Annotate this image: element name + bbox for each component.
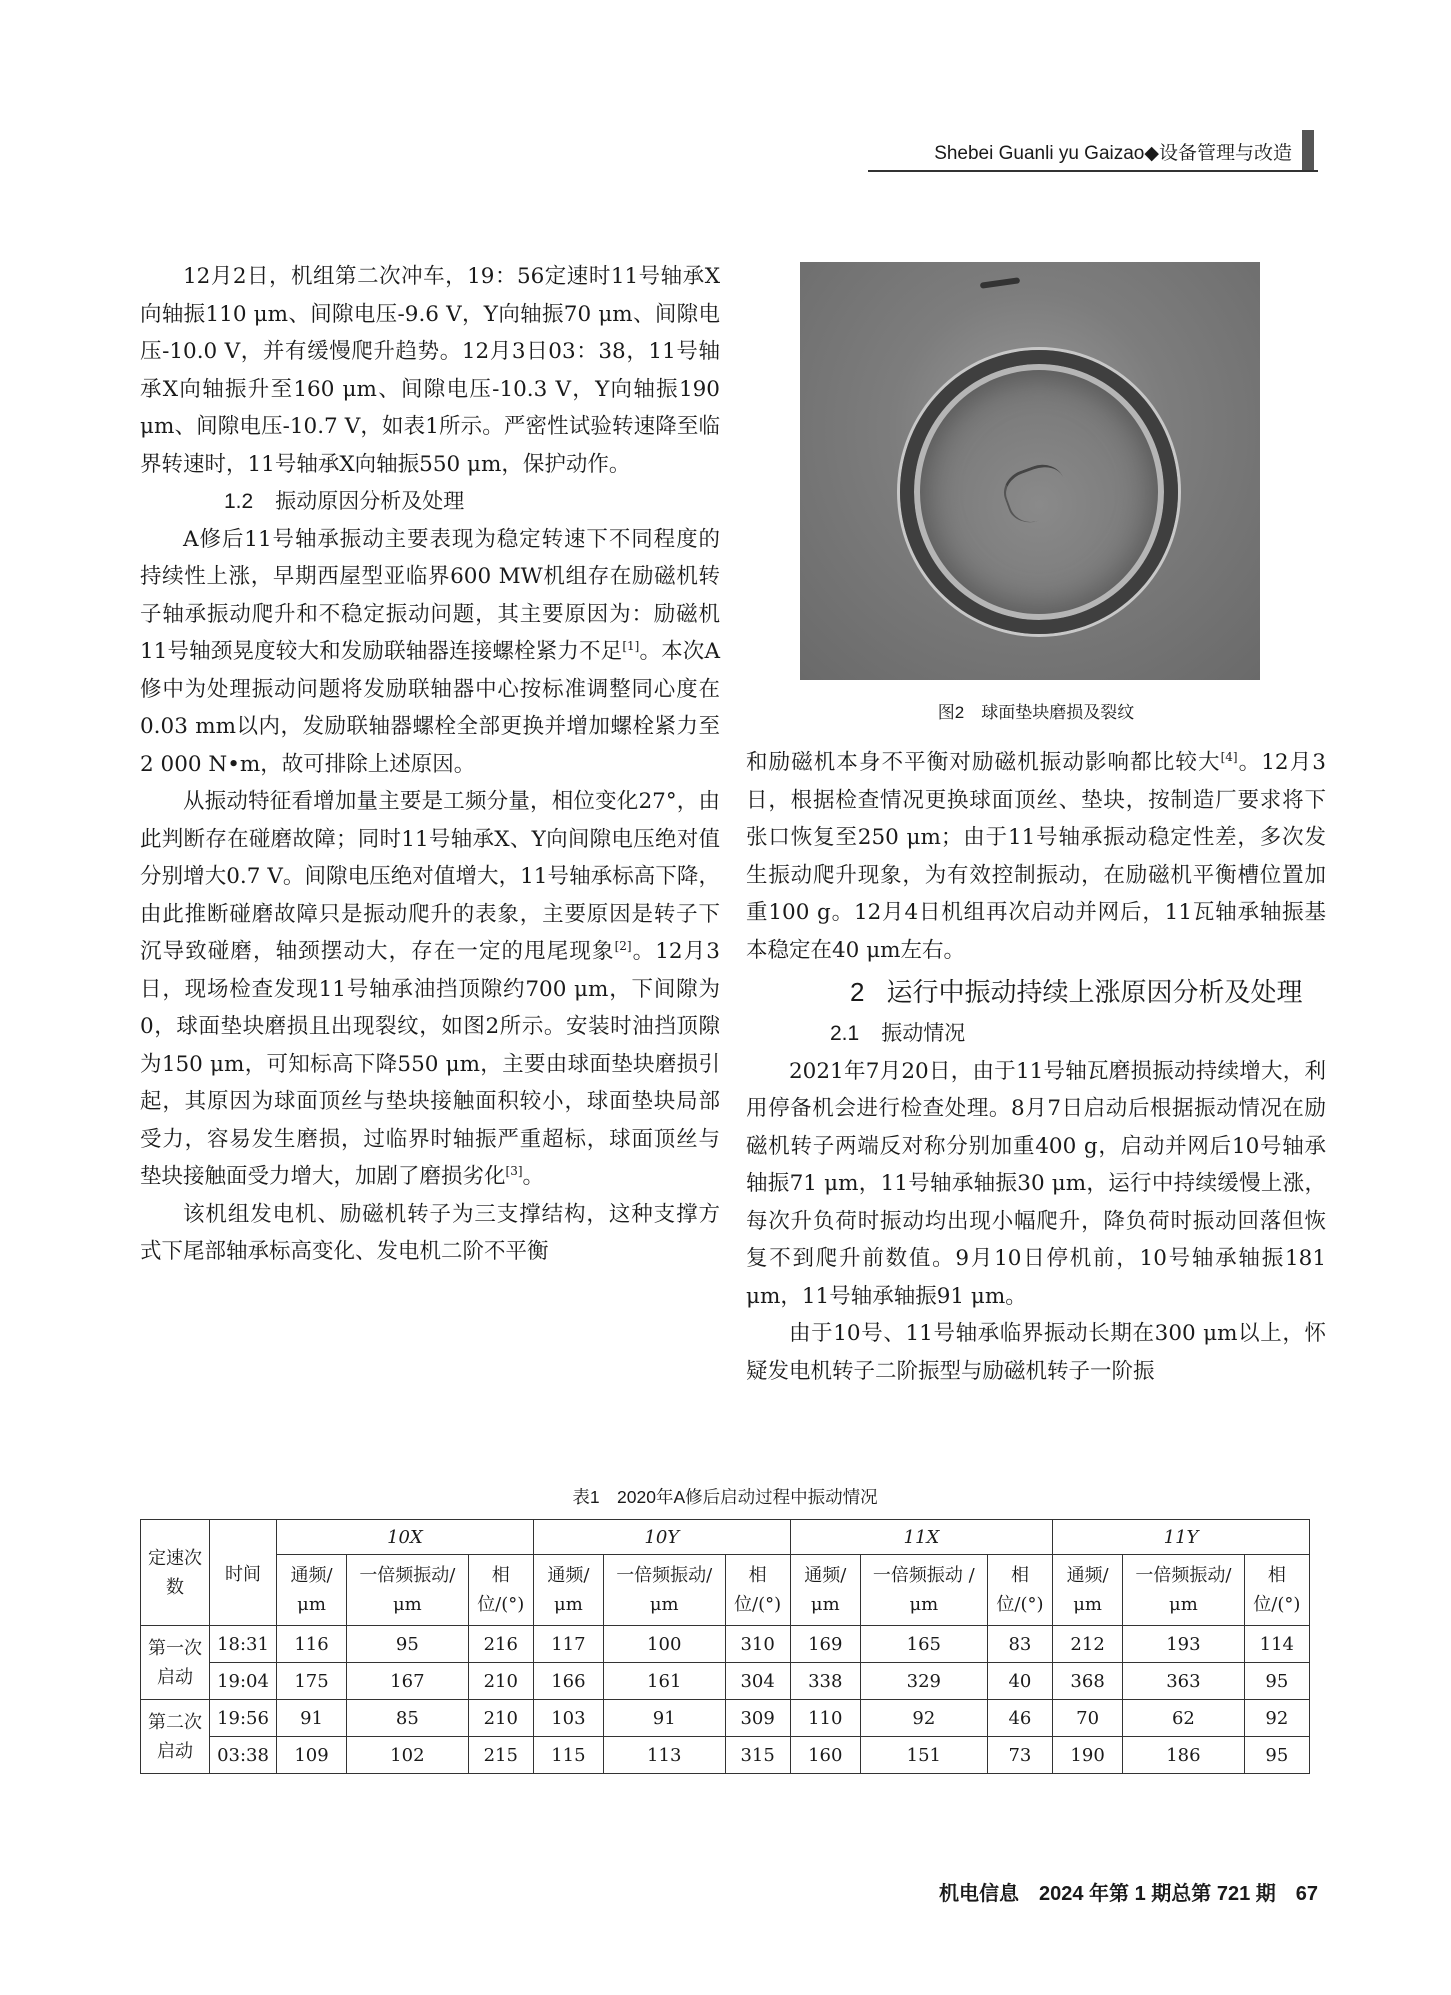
section-title: 运行中振动持续上涨原因分析及处理	[886, 977, 1303, 1007]
figure-caption: 图2 球面垫块磨损及裂纹	[937, 703, 1135, 722]
sub-header: 相位/(°)	[1244, 1555, 1309, 1626]
running-title: Shebei Guanli yu Gaizao◆设备管理与改造	[934, 143, 1292, 164]
table-cell: 151	[860, 1737, 987, 1774]
table-row	[141, 1626, 1310, 1663]
table-cell: 363	[1123, 1663, 1245, 1700]
table-cell: 19:56	[210, 1700, 277, 1737]
table-cell: 70	[1053, 1700, 1123, 1737]
section-number: 2	[850, 977, 865, 1007]
table-cell: 117	[533, 1626, 603, 1663]
table-cell: 190	[1053, 1737, 1123, 1774]
header-bar	[1302, 130, 1314, 170]
header-cell: 定速次数	[141, 1520, 210, 1626]
text-run: 和励磁机本身不平衡对励磁机振动影响都比较大	[746, 750, 1221, 775]
page-footer: 机电信息 2024 年第 1 期总第 721 期 67	[938, 1883, 1318, 1905]
paragraph	[746, 744, 1326, 969]
table-cell: 95	[1244, 1663, 1309, 1700]
text-run: 。本次A修中为处理振动问题将发励联轴器中心按标准调整同心度在0.03 mm以内，发励联轴器螺栓全部更换并增加螺栓紧力至2 000 N•m，故可排除上述原因。	[140, 639, 720, 777]
sub-header: 一倍频振动/μm	[347, 1555, 469, 1626]
photo-mark	[980, 277, 1020, 289]
table-cell: 73	[987, 1737, 1052, 1774]
paragraph: 2021年7月20日，由于11号轴瓦磨损振动持续增大，利用停备机会进行检查处理。8月7日启动后根据振动情况在励磁机转子两端反对称分别加重400 g，启动并网后10号轴承轴振71 μm，11号轴承轴振30 μm，运行中持续缓慢上涨，每次升负荷时振动均出现小幅爬升，降负荷时振动回落但恢复不到爬升前数值。9月10日停机前，10号轴承轴振181 μm，11号轴承轴振91 μm。	[746, 1058, 1326, 1309]
paragraph	[140, 783, 720, 1196]
section-title: 振动原因分析及处理	[275, 490, 465, 513]
table-cell: 165	[860, 1626, 987, 1663]
table-cell: 91	[603, 1700, 725, 1737]
section-heading-2-1	[746, 1015, 1326, 1053]
sub-header: 通频/μm	[790, 1555, 860, 1626]
table-cell: 169	[790, 1626, 860, 1663]
table-cell: 309	[725, 1700, 790, 1737]
text-run: 。12月3日，现场检查发现11号轴承油挡顶隙约700 μm，下间隙为0，球面垫块磨损且出现裂纹，如图2所示。安装时油挡顶隙为150 μm，可知标高下降550 μm，主要由球面垫块磨损引起，其原因为球面顶丝与垫块接触面积较小，球面垫块局部受力，容易发生磨损，过临界时轴振严重超标，球面顶丝与垫块接触面受力增大，加剧了磨损劣化	[140, 939, 720, 1189]
table-cell: 186	[1123, 1737, 1245, 1774]
table-cell: 95	[1244, 1737, 1309, 1774]
group-header: 11Y	[1053, 1520, 1310, 1555]
left-column	[140, 258, 720, 1271]
right-column	[746, 744, 1326, 1390]
table-cell: 193	[1123, 1626, 1245, 1663]
row-group-label: 第一次启动	[141, 1626, 210, 1700]
sub-header: 相位/(°)	[468, 1555, 533, 1626]
citation[interactable]: [1]	[622, 638, 640, 653]
table-cell: 210	[468, 1700, 533, 1737]
table-cell: 160	[790, 1737, 860, 1774]
table-cell: 338	[790, 1663, 860, 1700]
table-cell: 113	[603, 1737, 725, 1774]
sub-header: 通频/μm	[277, 1555, 347, 1626]
table-cell: 215	[468, 1737, 533, 1774]
table-cell: 19:04	[210, 1663, 277, 1700]
table-title: 表1 2020年A修后启动过程中振动情况	[572, 1487, 878, 1507]
paragraph	[140, 521, 720, 784]
text-run: 。12月3日，根据检查情况更换球面顶丝、垫块，按制造厂要求将下张口恢复至250 μm；由于11号轴承振动稳定性差，多次发生振动爬升现象，为有效控制振动，在励磁机平衡槽位置加重100 g。12月4日机组再次启动并网后，11瓦轴承轴振基本稳定在40 μm左右。	[746, 750, 1326, 963]
running-header	[868, 130, 1318, 172]
group-header: 11X	[790, 1520, 1052, 1555]
row-group-label: 第二次启动	[141, 1700, 210, 1774]
table-cell: 175	[277, 1663, 347, 1700]
table-cell: 62	[1123, 1700, 1245, 1737]
paragraph: 12月2日，机组第二次冲车，19：56定速时11号轴承X向轴振110 μm、间隙电压-9.6 V，Y向轴振70 μm、间隙电压-10.0 V，并有缓慢爬升趋势。12月3日03：38，11号轴承X向轴振升至160 μm、间隙电压-10.3 V，Y向轴振190 μm、间隙电压-10.7 V，如表1所示。严密性试验转速降至临界转速时，11号轴承X向轴振550 μm，保护动作。	[140, 264, 720, 477]
citation[interactable]: [4]	[1220, 749, 1238, 764]
table-cell: 161	[603, 1663, 725, 1700]
vibration-table	[140, 1519, 1310, 1774]
sub-header: 相位/(°)	[725, 1555, 790, 1626]
table-row	[141, 1700, 1310, 1737]
paragraph: 由于10号、11号轴承临界振动长期在300 μm以上，怀疑发电机转子二阶振型与励磁机转子一阶振	[746, 1321, 1326, 1384]
table-cell: 91	[277, 1700, 347, 1737]
table-cell: 46	[987, 1700, 1052, 1737]
table-row	[141, 1663, 1310, 1700]
table-cell: 368	[1053, 1663, 1123, 1700]
table-cell: 304	[725, 1663, 790, 1700]
group-header: 10Y	[533, 1520, 790, 1555]
text-run: A修后11号轴承振动主要表现为稳定转速下不同程度的持续性上涨，早期西屋型亚临界600 MW机组存在励磁机转子轴承振动爬升和不稳定振动问题，其主要原因为：励磁机11号轴颈晃度较大和发励联轴器连接螺栓紧力不足	[140, 526, 720, 664]
table-cell: 109	[277, 1737, 347, 1774]
table-cell: 210	[468, 1663, 533, 1700]
table-cell: 315	[725, 1737, 790, 1774]
sub-header: 一倍频振动 /μm	[860, 1555, 987, 1626]
paragraph: 该机组发电机、励磁机转子为三支撑结构，这种支撑方式下尾部轴承标高变化、发电机二阶不平衡	[140, 1201, 720, 1264]
section-number: 1.2	[224, 490, 254, 513]
table-cell: 85	[347, 1700, 469, 1737]
table-row	[141, 1737, 1310, 1774]
table-cell: 116	[277, 1626, 347, 1663]
section-number: 2.1	[830, 1022, 860, 1045]
table-cell: 100	[603, 1626, 725, 1663]
table-cell: 167	[347, 1663, 469, 1700]
header-cell: 时间	[210, 1520, 277, 1626]
section-title: 振动情况	[881, 1022, 966, 1045]
sub-header: 一倍频振动/μm	[603, 1555, 725, 1626]
table-cell: 329	[860, 1663, 987, 1700]
table-cell: 18:31	[210, 1626, 277, 1663]
sub-header: 一倍频振动/μm	[1123, 1555, 1245, 1626]
table-cell: 92	[860, 1700, 987, 1737]
table-cell: 114	[1244, 1626, 1309, 1663]
table-cell: 95	[347, 1626, 469, 1663]
table-cell: 310	[725, 1626, 790, 1663]
table-cell: 166	[533, 1663, 603, 1700]
table-cell: 83	[987, 1626, 1052, 1663]
table-cell: 216	[468, 1626, 533, 1663]
table-cell: 102	[347, 1737, 469, 1774]
citation[interactable]: [3]	[505, 1163, 523, 1178]
table-cell: 212	[1053, 1626, 1123, 1663]
text-run: 从振动特征看增加量主要是工频分量，相位变化27°，由此判断存在碰磨故障；同时11号轴承X、Y向间隙电压绝对值分别增大0.7 V。间隙电压绝对值增大，11号轴承标高下降，由此推断碰磨故障只是振动爬升的表象，主要原因是转子下沉导致碰磨，轴颈摆动大，存在一定的甩尾现象	[140, 789, 720, 964]
table-cell: 103	[533, 1700, 603, 1737]
figure-bearing-pad-photo	[800, 262, 1260, 680]
table-cell: 40	[987, 1663, 1052, 1700]
text-run: 。	[522, 1164, 545, 1189]
sub-header: 通频/μm	[1053, 1555, 1123, 1626]
group-header: 10X	[277, 1520, 534, 1555]
table-cell: 03:38	[210, 1737, 277, 1774]
citation[interactable]: [2]	[614, 938, 632, 953]
section-heading-1-2	[140, 483, 720, 521]
table-cell: 92	[1244, 1700, 1309, 1737]
section-heading-2	[746, 969, 1326, 1015]
table-cell: 115	[533, 1737, 603, 1774]
table-cell: 110	[790, 1700, 860, 1737]
sub-header: 相位/(°)	[987, 1555, 1052, 1626]
sub-header: 通频/μm	[533, 1555, 603, 1626]
